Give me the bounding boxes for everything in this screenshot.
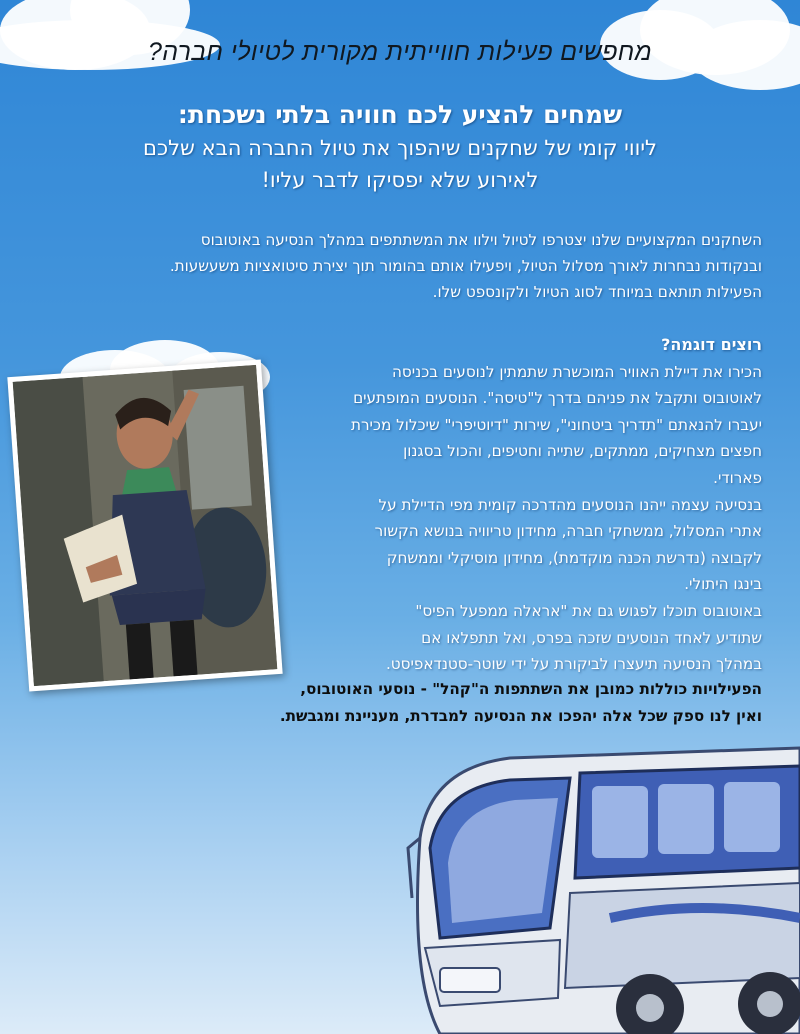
example-line: בינגו היתולי. bbox=[684, 575, 762, 594]
headline-line-2: ליווי קומי של שחקנים שיהפוך את טיול החברה הבא שלכם bbox=[143, 136, 657, 160]
intro-line: ובנקודות נבחרות לאורך מסלול הטיול, ויפעילו אותם בהומור תוך יצירת סיטואציות משעשעות. bbox=[169, 257, 762, 275]
example-subtitle: רוצים דוגמה? bbox=[661, 335, 762, 354]
example-line: אתרי המסלול, ממשחקי חברה, מחידון טריוויה בנושא הקשור bbox=[374, 522, 762, 541]
example-line: הכירו את דיילת האוויר המוכשרת שתמתין לנוסעים בכניסה bbox=[391, 362, 762, 381]
intro-line: השחקנים המקצועיים שלנו יצטרפו לטיול וילוו את המשתתפים במהלך הנסיעה באוטובוס bbox=[200, 231, 762, 249]
flight-attendant-photo bbox=[7, 360, 282, 692]
example-line: לאוטובוס ותקבל את פניהם בדרך ל"טיסה". הנוסעים המופתעים bbox=[353, 389, 762, 408]
example-line: יעברו להנאתם "תדריך ביטחוני", שירות "דיוטיפרי" שיכלול מכירת bbox=[350, 415, 762, 434]
closing-line-2: ואין לנו ספק שכל אלה יהפכו את הנסיעה למבדרת, מעניינת ומגבשת. bbox=[279, 707, 762, 725]
headline-line-1: שמחים להציע לכם חוויה בלתי נשכחת: bbox=[177, 100, 623, 129]
bus-illustration bbox=[400, 728, 800, 1034]
intro-paragraph bbox=[27, 227, 762, 305]
example-line: פארודי. bbox=[713, 468, 762, 487]
headline bbox=[60, 98, 740, 196]
example-line: במהלך הנסיעה תיעצרו לביקורת על ידי שוטר-סטנדאפיסט. bbox=[385, 655, 762, 674]
page-title: מחפשים פעילות חווייתית מקורית לטיולי חברה? bbox=[147, 38, 653, 66]
example-line: בנסיעה עצמה ייהנו הנוסעים מהדרכה קומית מפי הדיילת על bbox=[378, 495, 762, 514]
closing-paragraph bbox=[162, 676, 762, 730]
bus-icon bbox=[400, 728, 800, 1034]
example-line: שתודיע לאחד הנוסעים שזכה בפרס, ואל תתפלאו אם bbox=[421, 628, 762, 647]
intro-line: הפעילות תותאם במיוחד לסוג הטיול ולקונספט שלו. bbox=[432, 283, 762, 301]
example-section bbox=[282, 332, 762, 678]
example-line: חפצים מצחיקים, ממתקים, שתייה וחטיפים, והכול בסגנון bbox=[403, 442, 762, 461]
example-line: באוטובוס תוכלו לפגוש גם את "אראלה ממפעל הפיס" bbox=[415, 601, 762, 620]
closing-line-1: הפעילויות כוללות כמובן את השתתפות ה"קהל" - נוסעי האוטובוס, bbox=[300, 680, 762, 698]
actor-image bbox=[13, 365, 278, 686]
example-line: לקבוצה (נדרשת הכנה מוקדמת), מחידון מוסיקלי וממשחק bbox=[386, 548, 762, 567]
headline-line-3: לאירוע שלא יפסיקו לדבר עליו! bbox=[261, 168, 539, 192]
